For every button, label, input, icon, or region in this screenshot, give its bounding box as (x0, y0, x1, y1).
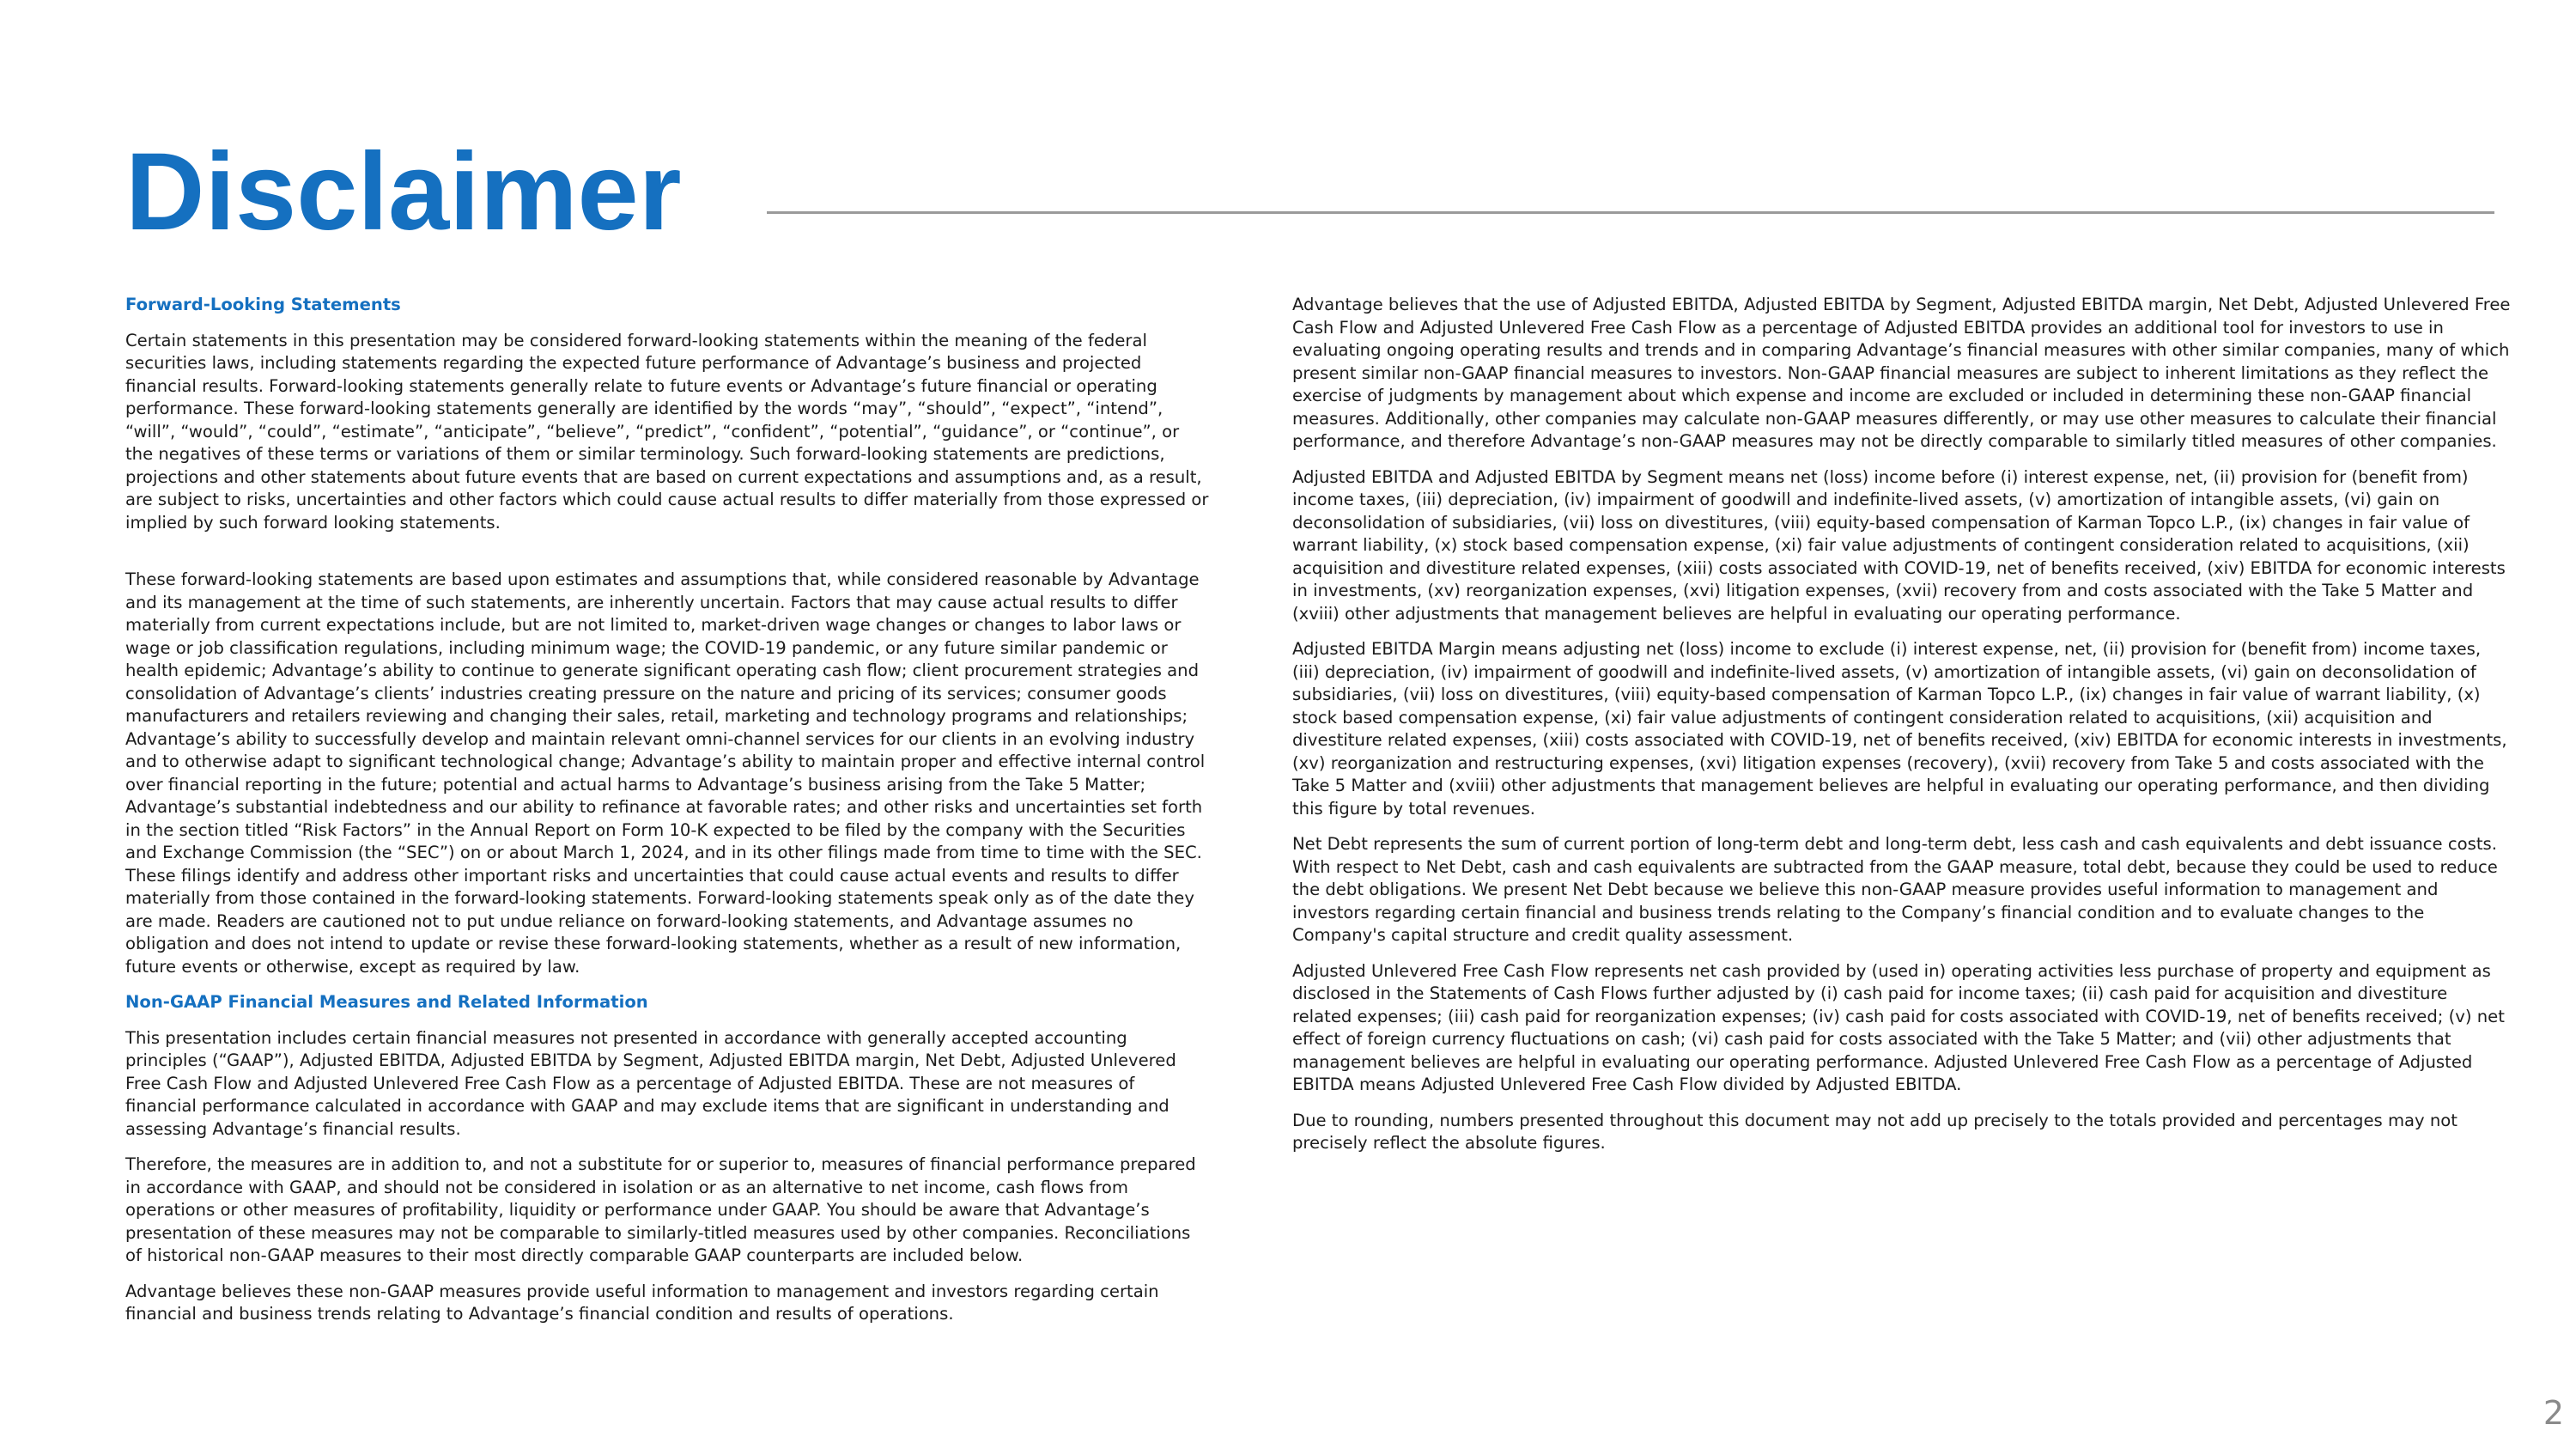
paragraph-non-gaap-3: Advantage believes these non-GAAP measures provide useful information to management and investors regarding certain financial and business trends relating to Advantage’s financial condition and results of operations. (125, 1281, 1159, 1324)
title-divider (767, 211, 2494, 214)
paragraph-adjusted-ebitda-margin: Adjusted EBITDA Margin means adjusting net (loss) income to exclude (i) interest expense, net, (ii) provision for (benefit from) income taxes, (iii) depreciation, (iv) impairment of goodwill and indefinite-lived assets, (v) amortization of intangible assets, (vi) gain on deconsolidation of subsidiaries, (vii) loss on divestitures, (viii) equity-based compensation of Karman Topco L.P., (ix) changes in fair value of warrant liability, (x) stock based compensation expense, (xi) fair value adjustments of contingent consideration related to acquisitions, (xii) acquisition and divestiture related expenses, (xiii) costs associated with COVID-19, net of benefits received, (xiv) EBITDA for economic interests in investments, (xv) reorganization and restructuring expenses, (xvi) litigation expenses (recovery), (xvii) recovery from Take 5 and costs associated with the Take 5 Matter and (xviii) other adjustments that management believes are helpful in evaluating our operating performance, and then dividing this figure by total revenues. (1292, 639, 2507, 819)
paragraph-net-debt: Net Debt represents the sum of current portion of long-term debt and long-term debt, less cash and cash equivalents and debt issuance costs. With respect to Net Debt, cash and cash equivalents are subtracted from the GAAP measure, total debt, because they could be used to reduce the debt obligations. We present Net Debt because we believe this non-GAAP measure provides useful information to management and investors regarding certain financial and business trends relating to the Company’s financial condition and to evaluate changes to the Company's capital structure and credit quality assessment. (1292, 834, 2498, 945)
paragraph-unlevered-free-cash-flow: Adjusted Unlevered Free Cash Flow represents net cash provided by (used in) operating activities less purchase of property and equipment as disclosed in the Statements of Cash Flows further adjusted by (i) cash paid for income taxes; (ii) cash paid for acquisition and divestiture related expenses; (iii) cash paid for reorganization expenses; (iv) cash paid for costs associated with COVID-19, net of benefits received; (v) net effect of foreign currency fluctuations on cash; (vi) cash paid for costs associated with the Take 5 Matter; and (vii) other adjustments that management believes are helpful in evaluating our operating performance. Adjusted Unlevered Free Cash Flow as a percentage of Adjusted EBITDA means Adjusted Unlevered Free Cash Flow divided by Adjusted EBITDA. (1292, 960, 2505, 1094)
section-heading-forward-looking: Forward-Looking Statements (125, 295, 401, 314)
page-title: Disclaimer (125, 131, 682, 253)
section-heading-non-gaap: Non-GAAP Financial Measures and Related Information (125, 992, 648, 1012)
paragraph-non-gaap-1: This presentation includes certain financial measures not presented in accordance with generally accepted accounting principles (“GAAP”), Adjusted EBITDA, Adjusted EBITDA by Segment, Adjusted EBITDA margin, Net Debt, Adjusted Unlevered Free Cash Flow and Adjusted Unlevered Free Cash Flow as a percentage of Adjusted EBITDA. These are not measures of financial performance calculated in accordance with GAAP and may exclude items that are significant in understanding and assessing Advantage’s financial results. (125, 1027, 1176, 1139)
right-column (1292, 294, 2512, 1168)
paragraph-rounding: Due to rounding, numbers presented throughout this document may not add up precisely to the totals provided and percentages may not precisely reflect the absolute figures. (1292, 1110, 2458, 1153)
left-column (125, 294, 1211, 1339)
paragraph-forward-2: These forward-looking statements are based upon estimates and assumptions that, while considered reasonable by Advantage and its management at the time of such statements, are inherently uncertain. Factors that may cause actual results to differ materially from current expectations include, but are not limited to, market-driven wage changes or changes to labor laws or wage or job classification regulations, including minimum wage; the COVID-19 pandemic, or any future similar pandemic or health epidemic; Advantage’s ability to continue to generate significant operating cash flow; client procurement strategies and consolidation of Advantage’s clients’ industries creating pressure on the nature and pricing of its services; consumer goods manufacturers and retailers reviewing and changing their sales, retail, marketing and technology programs and relationships; Advantage’s ability to successfully develop and maintain relevant omni-channel services for our clients in an evolving industry and to otherwise adapt to significant technological change; Advantage’s ability to maintain proper and effective internal control over financial reporting in the future; potential and actual harms to Advantage’s business arising from the Take 5 Matter; Advantage’s substantial indebtedness and our ability to refinance at favorable rates; and other risks and uncertainties set forth in the section titled “Risk Factors” in the Annual Report on Form 10-K expected to be filed by the company with the Securities and Exchange Commission (the “SEC”) on or about March 1, 2024, and in its other filings made from time to time with the SEC. These filings identify and address other important risks and uncertainties that could cause actual events and results to differ materially from those contained in the forward-looking statements. Forward-looking statements speak only as of the date they are made. Readers are cautioned not to put undue reliance on forward-looking statements, and Advantage assumes no obligation and does not intend to update or revise these forward-looking statements, whether as a result of new information, future events or otherwise, except as required by law. (125, 569, 1206, 977)
paragraph-adjusted-ebitda: Adjusted EBITDA and Adjusted EBITDA by Segment means net (loss) income before (i) interest expense, net, (ii) provision for (benefit from) income taxes, (iii) depreciation, (iv) impairment of goodwill and indefinite-lived assets, (v) amortization of intangible assets, (vi) gain on deconsolidation of subsidiaries, (vii) loss on divestitures, (viii) equity-based compensation of Karman Topco L.P., (ix) changes in fair value of warrant liability, (x) stock based compensation expense, (xi) fair value adjustments of contingent consideration related to acquisitions, (xii) acquisition and divestiture related expenses, (xiii) costs associated with COVID-19, net of benefits received, (xiv) EBITDA for economic interests in investments, (xv) reorganization expenses, (xvi) litigation expenses, (xvii) recovery from and costs associated with the Take 5 Matter and (xviii) other adjustments that management believes are helpful in evaluating our operating performance. (1292, 466, 2506, 624)
paragraph-right-1: Advantage believes that the use of Adjusted EBITDA, Adjusted EBITDA by Segment, Adjusted EBITDA margin, Net Debt, Adjusted Unlevered Free Cash Flow and Adjusted Unlevered Free Cash Flow as a percentage of Adjusted EBITDA provides an additional tool for investors to use in evaluating ongoing operating results and trends and in comparing Advantage’s financial measures with other similar companies, many of which present similar non-GAAP financial measures to investors. Non-GAAP financial measures are subject to inherent limitations as they reflect the exercise of judgments by management about which expense and income are excluded or included in determining these non-GAAP financial measures. Additionally, other companies may calculate non-GAAP measures differently, or may use other measures to calculate their financial performance, and therefore Advantage’s non-GAAP measures may not be directly comparable to similarly titled measures of other companies. (1292, 295, 2511, 451)
paragraph-non-gaap-2: Therefore, the measures are in addition to, and not a substitute for or superior to, measures of financial performance prepared in accordance with GAAP, and should not be considered in isolation or as an alternative to net income, cash flows from operations or other measures of profitability, liquidity or performance under GAAP. You should be aware that Advantage’s presentation of these measures may not be comparable to similarly-titled measures used by other companies. Reconciliations of historical non-GAAP measures to their most directly comparable GAAP counterparts are included below. (125, 1154, 1196, 1265)
page-number: 2 (2543, 1394, 2564, 1432)
paragraph-forward-1: Certain statements in this presentation may be considered forward-looking statements within the meaning of the federal securities laws, including statements regarding the expected future performance of Advantage’s business and projected financial results. Forward-looking statements generally relate to future events or Advantage’s future financial or operating performance. These forward-looking statements generally are identified by the words “may”, “should”, “expect”, “intend”, “will”, “would”, “could”, “estimate”, “anticipate”, “believe”, “predict”, “confident”, “potential”, “guidance”, or “continue”, or the negatives of these terms or variations of them or similar terminology. Such forward-looking statements are predictions, projections and other statements about future events that are based on current expectations and assumptions and, as a result, are subject to risks, uncertainties and other factors which could cause actual results to differ materially from those expressed or implied by such forward looking statements. (125, 330, 1209, 533)
